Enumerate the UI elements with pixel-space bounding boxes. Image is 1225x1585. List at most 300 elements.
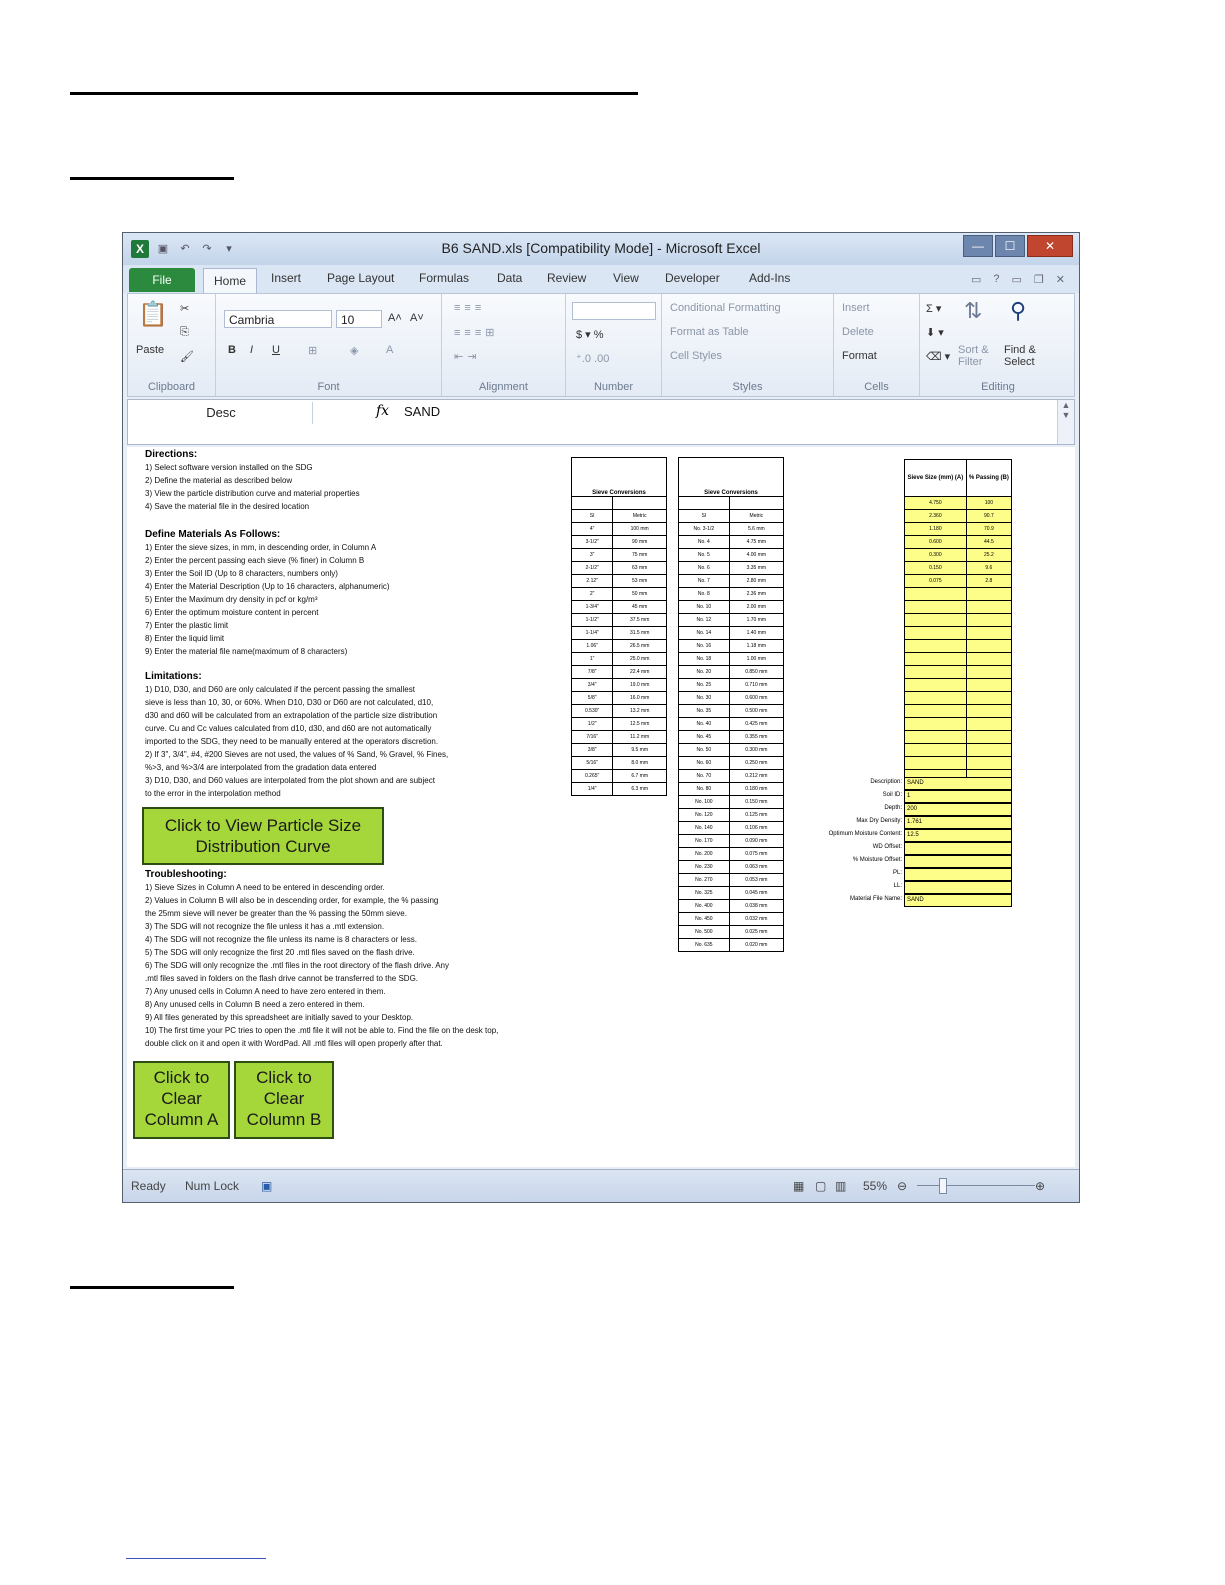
property-value-cell[interactable]: 1.761 (904, 816, 1012, 829)
table-row (679, 900, 784, 913)
table-row (679, 939, 784, 952)
table-row (905, 536, 1012, 549)
limitations-line: 1) D10, D30, and D60 are only calculated if the percent passing the smallest (145, 685, 415, 694)
bottom-rule (126, 1558, 266, 1559)
percent-passing-cell[interactable]: 9.6 (966, 562, 1011, 575)
cell-si[interactable]: 7/16" (572, 731, 613, 744)
define-line: 8) Enter the liquid limit (145, 634, 225, 643)
cell-si[interactable]: No. 100 (679, 796, 730, 809)
window-controls (963, 235, 1073, 257)
cell-si[interactable]: No. 500 (679, 926, 730, 939)
cell-metric[interactable]: 0.106 mm (729, 822, 783, 835)
cell-si[interactable]: No. 7 (679, 575, 730, 588)
table-row (572, 692, 667, 705)
decimal-icons[interactable]: ⁺.0 .00 (576, 353, 610, 365)
cell-si[interactable]: 1/2" (572, 718, 613, 731)
cell-si[interactable]: No. 120 (679, 809, 730, 822)
cell-metric[interactable]: 2.80 mm (729, 575, 783, 588)
cell-metric[interactable]: 100 mm (613, 523, 667, 536)
cell-si[interactable]: No. 8 (679, 588, 730, 601)
sieve-size-cell[interactable]: 0.600 (905, 536, 967, 549)
sieve-size-cell[interactable]: 4.750 (905, 497, 967, 510)
cell-metric[interactable]: 0.045 mm (729, 887, 783, 900)
cell-metric[interactable]: 0.053 mm (729, 874, 783, 887)
cell-metric[interactable]: 16.0 mm (613, 692, 667, 705)
percent-passing-cell[interactable] (966, 679, 1011, 692)
cell-metric[interactable]: 26.5 mm (613, 640, 667, 653)
cell-si[interactable]: No. 200 (679, 848, 730, 861)
customize-qat-icon[interactable]: ▾ (226, 243, 232, 255)
cell-si[interactable]: No. 270 (679, 874, 730, 887)
cell-metric[interactable]: 0.125 mm (729, 809, 783, 822)
table-row (572, 770, 667, 783)
underline-icon[interactable]: U (272, 344, 280, 356)
tab-formulas[interactable]: Formulas (419, 271, 470, 285)
workbook-minimize-icon[interactable]: ▭ (1011, 274, 1022, 286)
tab-data[interactable]: Data (497, 271, 523, 285)
limitations-line: 2) If 3", 3/4", #4, #200 Sieves are not used, the values of % Sand, % Gravel, % Fines, (145, 750, 449, 759)
tab-developer[interactable]: Developer (665, 271, 720, 285)
cell-metric[interactable]: 22.4 mm (613, 666, 667, 679)
percent-passing-cell[interactable]: 70.9 (966, 523, 1011, 536)
number-group-label: Number (593, 381, 634, 393)
percent-passing-cell[interactable] (966, 692, 1011, 705)
sieve-size-cell[interactable] (905, 627, 967, 640)
cell-si[interactable]: No. 325 (679, 887, 730, 900)
fill-color-icon[interactable]: ◈ (350, 345, 359, 357)
sort-filter-button[interactable]: Sort & Filter (958, 344, 989, 368)
format-painter-icon[interactable]: 🖌 (180, 351, 194, 363)
font-group-label: Font (317, 381, 340, 393)
cell-metric[interactable]: 8.0 mm (613, 757, 667, 770)
trouble-line: 3) The SDG will not recognize the file unless it has a .mtl extension. (145, 922, 385, 931)
property-value-cell[interactable]: SAND (904, 894, 1012, 907)
blank-cell[interactable] (729, 497, 783, 510)
view-curve-button[interactable]: Click to View Particle Size Distribution Curve (142, 807, 384, 865)
help-icon[interactable]: ? (993, 273, 1000, 285)
cell-si[interactable]: 1-1/4" (572, 627, 613, 640)
sieve-size-cell[interactable] (905, 588, 967, 601)
cell-si[interactable]: No. 3-1/2 (679, 523, 730, 536)
zoom-slider[interactable] (917, 1185, 1035, 1186)
copy-icon[interactable]: ⎘ (180, 326, 189, 338)
macro-record-icon[interactable]: ▣ (261, 1179, 273, 1193)
table-row (679, 601, 784, 614)
table-row (679, 692, 784, 705)
sieve-size-cell[interactable]: 0.150 (905, 562, 967, 575)
sieve-size-cell[interactable] (905, 731, 967, 744)
clipboard-group-label: Clipboard (147, 381, 196, 393)
cell-metric[interactable]: 63 mm (613, 562, 667, 575)
cell-metric[interactable]: 0.180 mm (729, 783, 783, 796)
cell-si[interactable]: No. 50 (679, 744, 730, 757)
cell-metric[interactable]: 4.00 mm (729, 549, 783, 562)
sieve-size-cell[interactable] (905, 653, 967, 666)
workbook-restore-icon[interactable]: ❐ (1033, 274, 1044, 286)
minimize-ribbon-icon[interactable]: ▭ (970, 274, 982, 286)
percent-passing-cell[interactable] (966, 666, 1011, 679)
find-select-icon[interactable]: ⚲ (1010, 298, 1027, 323)
format-button[interactable]: Format (842, 350, 877, 362)
table-row (679, 926, 784, 939)
zoom-slider-thumb[interactable] (939, 1178, 947, 1194)
trouble-line: 7) Any unused cells in Column A need to have zero entered in them. (145, 987, 386, 996)
cell-metric[interactable]: 0.090 mm (729, 835, 783, 848)
undo-icon[interactable]: ↶ (180, 243, 190, 255)
tab-insert[interactable]: Insert (271, 271, 302, 285)
cell-si[interactable]: 2" (572, 588, 613, 601)
cell-si[interactable]: 5/8" (572, 692, 613, 705)
cell-si[interactable]: 3-1/2" (572, 536, 613, 549)
cell-metric[interactable]: 0.355 mm (729, 731, 783, 744)
cell-si[interactable]: No. 25 (679, 679, 730, 692)
font-size-box[interactable]: 10 (336, 310, 382, 328)
cell-metric[interactable]: 1.70 mm (729, 614, 783, 627)
heading-rule-1 (70, 92, 638, 95)
property-label: Soil ID: (882, 792, 902, 798)
cell-metric[interactable]: 2.00 mm (729, 601, 783, 614)
sieve-size-cell[interactable]: 0.075 (905, 575, 967, 588)
close-button[interactable]: ✕ (1027, 235, 1073, 257)
cut-icon[interactable]: ✂ (180, 303, 190, 315)
column-header-a[interactable]: Sieve Size (mm) (A) (905, 460, 967, 497)
cell-si[interactable]: No. 40 (679, 718, 730, 731)
conditional-formatting-button[interactable]: Conditional Formatting (670, 302, 781, 314)
table-row (679, 874, 784, 887)
cell-si[interactable]: No. 170 (679, 835, 730, 848)
insert-function-icon[interactable]: fx (376, 403, 390, 419)
tab-review[interactable]: Review (547, 271, 587, 285)
group-editing (920, 294, 1076, 396)
horizontal-align-icons[interactable]: ≡≡≡⊞ (454, 327, 499, 339)
cell-si[interactable]: No. 140 (679, 822, 730, 835)
sieve-size-cell[interactable] (905, 744, 967, 757)
cell-metric[interactable]: 25.0 mm (613, 653, 667, 666)
cell-si[interactable]: No. 450 (679, 913, 730, 926)
cell-metric[interactable]: 75 mm (613, 549, 667, 562)
cell-si[interactable]: No. 80 (679, 783, 730, 796)
table-row (905, 731, 1012, 744)
cell-metric[interactable]: 0.025 mm (729, 926, 783, 939)
cell-si[interactable]: No. 60 (679, 757, 730, 770)
normal-view-icon[interactable]: ▦ (793, 1179, 805, 1193)
tab-page-layout[interactable]: Page Layout (327, 271, 395, 285)
cell-si[interactable]: No. 635 (679, 939, 730, 952)
column-header-metric[interactable]: Metric (729, 510, 783, 523)
cell-metric[interactable]: 2.36 mm (729, 588, 783, 601)
insert-button[interactable]: Insert (842, 302, 870, 314)
cell-si[interactable]: 1" (572, 653, 613, 666)
table-row (679, 783, 784, 796)
table-row (572, 640, 667, 653)
table-row (572, 744, 667, 757)
property-value-cell[interactable] (904, 842, 1012, 855)
workbook-close-icon[interactable]: ✕ (1055, 274, 1065, 286)
cell-metric[interactable]: 1.18 mm (729, 640, 783, 653)
border-icon[interactable]: ⊞ (308, 345, 318, 357)
cell-metric[interactable]: 9.5 mm (613, 744, 667, 757)
define-title: Define Materials As Follows: (145, 529, 281, 540)
cell-si[interactable]: 3/8" (572, 744, 613, 757)
cell-metric[interactable]: 3.35 mm (729, 562, 783, 575)
cell-metric[interactable]: 12.5 mm (613, 718, 667, 731)
property-value-cell[interactable]: 200 (904, 803, 1012, 816)
ribbon-tab-row (123, 265, 1079, 293)
sieve-size-cell[interactable] (905, 692, 967, 705)
fill-icon[interactable]: ⬇ ▾ (926, 327, 944, 339)
page-break-view-icon[interactable]: ▥ (835, 1179, 847, 1193)
cell-metric[interactable]: 0.850 mm (729, 666, 783, 679)
clear-column-a-button[interactable]: Click to Clear Column A (133, 1061, 230, 1139)
tab-file[interactable]: File (129, 268, 195, 292)
save-icon[interactable]: ▣ (157, 243, 169, 255)
cell-metric[interactable]: 31.5 mm (613, 627, 667, 640)
currency-icon[interactable]: $ ▾ % (576, 329, 604, 341)
percent-passing-cell[interactable]: 25.2 (966, 549, 1011, 562)
cell-metric[interactable]: 1.40 mm (729, 627, 783, 640)
table-title[interactable]: Sieve Conversions (679, 458, 784, 497)
percent-passing-cell[interactable] (966, 640, 1011, 653)
table-row (905, 510, 1012, 523)
paste-icon[interactable]: 📋 (138, 301, 168, 328)
clear-column-b-button[interactable]: Click to Clear Column B (234, 1061, 334, 1139)
font-color-icon[interactable]: A (386, 344, 394, 356)
cell-metric[interactable]: 0.038 mm (729, 900, 783, 913)
cell-si[interactable]: 5/16" (572, 757, 613, 770)
table-row (572, 627, 667, 640)
table-row (572, 601, 667, 614)
cell-metric[interactable]: 0.075 mm (729, 848, 783, 861)
cell-metric[interactable]: 0.150 mm (729, 796, 783, 809)
cell-si[interactable]: 2.12" (572, 575, 613, 588)
cell-metric[interactable]: 37.5 mm (613, 614, 667, 627)
zoom-level[interactable]: 55% (863, 1179, 888, 1193)
cell-metric[interactable]: 1.00 mm (729, 653, 783, 666)
sieve-size-cell[interactable] (905, 705, 967, 718)
sieve-size-cell[interactable] (905, 757, 967, 770)
number-format-box[interactable] (572, 302, 656, 320)
limitations-line: d30 and d60 will be calculated from an extrapolation of the particle size distribution (145, 711, 438, 720)
page-layout-view-icon[interactable]: ▢ (815, 1179, 827, 1193)
autosum-icon[interactable]: Σ ▾ (926, 303, 942, 315)
property-value-cell[interactable]: SAND (904, 777, 1012, 790)
cell-metric[interactable]: 0.710 mm (729, 679, 783, 692)
formula-input[interactable]: SAND (404, 404, 441, 419)
maximize-button[interactable]: ☐ (995, 235, 1025, 257)
cell-si[interactable]: 0.265" (572, 770, 613, 783)
sieve-size-cell[interactable]: 1.180 (905, 523, 967, 536)
cell-si[interactable]: No. 5 (679, 549, 730, 562)
table-row (905, 692, 1012, 705)
table-row (905, 744, 1012, 757)
cell-si[interactable]: 7/8" (572, 666, 613, 679)
cells-group-label: Cells (864, 381, 889, 393)
percent-passing-cell[interactable] (966, 653, 1011, 666)
column-header-b[interactable]: % Passing (B) (966, 460, 1011, 497)
cell-si[interactable]: 2-1/2" (572, 562, 613, 575)
table-row (905, 653, 1012, 666)
trouble-line: 1) Sieve Sizes in Column A need to be entered in descending order. (145, 883, 385, 892)
cell-si[interactable]: 1-3/4" (572, 601, 613, 614)
blank-cell[interactable] (679, 497, 730, 510)
table-row (905, 627, 1012, 640)
shrink-font-icon[interactable]: A˅ (410, 312, 424, 324)
table-row (679, 640, 784, 653)
group-clipboard (128, 294, 216, 396)
cell-si[interactable]: 4" (572, 523, 613, 536)
tab-add-ins[interactable]: Add-Ins (749, 271, 791, 285)
table-row (679, 861, 784, 874)
grow-font-icon[interactable]: A˄ (388, 312, 402, 324)
table-title[interactable]: Sieve Conversions (572, 458, 667, 497)
percent-passing-cell[interactable] (966, 614, 1011, 627)
redo-icon[interactable]: ↷ (202, 243, 212, 255)
percent-passing-cell[interactable] (966, 731, 1011, 744)
trouble-line: 6) The SDG will only recognize the .mtl files in the root directory of the flash drive. Any (145, 961, 449, 970)
formula-bar-scroll[interactable]: ▲ ▼ (1057, 400, 1074, 444)
status-bar (123, 1169, 1079, 1202)
blank-cell[interactable] (572, 497, 613, 510)
bold-icon[interactable]: B (228, 344, 236, 356)
cell-si[interactable]: No. 30 (679, 692, 730, 705)
table-row (905, 640, 1012, 653)
percent-passing-cell[interactable]: 100 (966, 497, 1011, 510)
cell-si[interactable]: No. 70 (679, 770, 730, 783)
cell-si[interactable]: No. 12 (679, 614, 730, 627)
cell-metric[interactable]: 4.75 mm (729, 536, 783, 549)
column-header-si[interactable]: SI (572, 510, 613, 523)
blank-cell[interactable] (613, 497, 667, 510)
cell-styles-button[interactable]: Cell Styles (670, 350, 722, 362)
cell-metric[interactable]: 0.600 mm (729, 692, 783, 705)
cell-si[interactable]: 1-1/2" (572, 614, 613, 627)
percent-passing-cell[interactable] (966, 601, 1011, 614)
tab-view[interactable]: View (613, 271, 639, 285)
sieve-size-cell[interactable]: 2.360 (905, 510, 967, 523)
cell-metric[interactable]: 6.7 mm (613, 770, 667, 783)
property-value-cell[interactable] (904, 881, 1012, 894)
cell-si[interactable]: No. 20 (679, 666, 730, 679)
cell-metric[interactable]: 0.020 mm (729, 939, 783, 952)
cell-metric[interactable]: 0.300 mm (729, 744, 783, 757)
table-row (679, 536, 784, 549)
cell-metric[interactable]: 13.2 mm (613, 705, 667, 718)
vertical-align-icons[interactable]: ≡≡≡ (454, 302, 486, 314)
format-as-table-button[interactable]: Format as Table (670, 326, 749, 338)
cell-si[interactable]: 1.06" (572, 640, 613, 653)
percent-passing-cell[interactable] (966, 588, 1011, 601)
cell-si[interactable]: No. 4 (679, 536, 730, 549)
cell-si[interactable]: 3/4" (572, 679, 613, 692)
percent-passing-cell[interactable]: 2.8 (966, 575, 1011, 588)
column-header-si[interactable]: SI (679, 510, 730, 523)
table-row (679, 757, 784, 770)
cell-si[interactable]: No. 14 (679, 627, 730, 640)
property-label: Max Dry Density: (856, 818, 902, 824)
cell-metric[interactable]: 0.212 mm (729, 770, 783, 783)
cell-si[interactable]: 3" (572, 549, 613, 562)
property-value-cell[interactable]: 1 (904, 790, 1012, 803)
cell-si[interactable]: No. 16 (679, 640, 730, 653)
minimize-button[interactable]: — (963, 235, 993, 257)
cell-si[interactable]: No. 45 (679, 731, 730, 744)
cell-metric[interactable]: 50 mm (613, 588, 667, 601)
percent-passing-cell[interactable] (966, 757, 1011, 770)
property-label: % Moisture Offset: (852, 857, 902, 863)
table-row (905, 523, 1012, 536)
cell-si[interactable]: 0.530" (572, 705, 613, 718)
column-header-metric[interactable]: Metric (613, 510, 667, 523)
define-line: 5) Enter the Maximum dry density in pcf or kg/m³ (145, 595, 318, 604)
font-name-box[interactable]: Cambria (224, 310, 332, 328)
cell-metric[interactable]: 19.0 mm (613, 679, 667, 692)
table-row (905, 718, 1012, 731)
cell-metric[interactable]: 0.063 mm (729, 861, 783, 874)
table-row (679, 770, 784, 783)
percent-passing-cell[interactable] (966, 705, 1011, 718)
percent-passing-cell[interactable] (966, 627, 1011, 640)
name-box[interactable]: Desc (130, 402, 313, 424)
zoom-out-icon[interactable]: ⊖ (897, 1179, 908, 1193)
clear-icon[interactable]: ⌫ ▾ (926, 351, 951, 363)
sieve-size-cell[interactable] (905, 640, 967, 653)
sieve-size-cell[interactable] (905, 601, 967, 614)
table-row (679, 731, 784, 744)
find-select-button[interactable]: Find & Select (1004, 344, 1036, 368)
property-label: LL: (893, 883, 902, 889)
percent-passing-cell[interactable]: 44.5 (966, 536, 1011, 549)
cell-metric[interactable]: 0.425 mm (729, 718, 783, 731)
delete-button[interactable]: Delete (842, 326, 874, 338)
table-row (572, 614, 667, 627)
cell-metric[interactable]: 0.500 mm (729, 705, 783, 718)
cell-si[interactable]: 1/4" (572, 783, 613, 796)
percent-passing-cell[interactable]: 90.7 (966, 510, 1011, 523)
percent-passing-cell[interactable] (966, 744, 1011, 757)
property-value-cell[interactable] (904, 868, 1012, 881)
cell-metric[interactable]: 0.032 mm (729, 913, 783, 926)
cell-si[interactable]: No. 230 (679, 861, 730, 874)
cell-si[interactable]: No. 18 (679, 653, 730, 666)
cell-si[interactable]: No. 400 (679, 900, 730, 913)
zoom-in-icon[interactable]: ⊕ (1035, 1179, 1046, 1193)
italic-icon[interactable]: I (250, 344, 254, 356)
cell-metric[interactable]: 11.2 mm (613, 731, 667, 744)
paste-label[interactable]: Paste (136, 344, 165, 356)
tab-home[interactable]: Home (203, 268, 257, 294)
cell-metric[interactable]: 53 mm (613, 575, 667, 588)
cell-metric[interactable]: 90 mm (613, 536, 667, 549)
cell-si[interactable]: No. 35 (679, 705, 730, 718)
cell-metric[interactable]: 0.250 mm (729, 757, 783, 770)
sort-filter-icon[interactable]: ⇅ (964, 298, 983, 323)
sieve-size-cell[interactable] (905, 666, 967, 679)
table-row (572, 549, 667, 562)
sieve-size-cell[interactable] (905, 679, 967, 692)
sieve-size-cell[interactable]: 0.300 (905, 549, 967, 562)
property-value-cell[interactable] (904, 855, 1012, 868)
indent-icons[interactable]: ⇤⇥ (454, 351, 481, 363)
sieve-size-cell[interactable] (905, 614, 967, 627)
sieve-size-cell[interactable] (905, 718, 967, 731)
property-value-cell[interactable]: 12.5 (904, 829, 1012, 842)
cell-metric[interactable]: 6.3 mm (613, 783, 667, 796)
cell-si[interactable]: No. 6 (679, 562, 730, 575)
percent-passing-cell[interactable] (966, 718, 1011, 731)
cell-metric[interactable]: 5.6 mm (729, 523, 783, 536)
cell-si[interactable]: No. 10 (679, 601, 730, 614)
cell-metric[interactable]: 45 mm (613, 601, 667, 614)
